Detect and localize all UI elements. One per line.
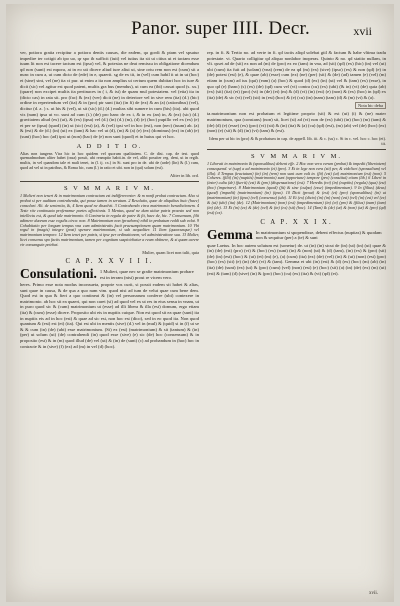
chapter-opening — [207, 228, 386, 241]
summarium-reference: Mulier, quam licet non tulit, quia — [142, 250, 199, 256]
divider — [207, 149, 386, 150]
text-columns — [20, 50, 386, 594]
summarium-heading: S V M M A R I V M. — [64, 185, 155, 193]
book-page — [6, 4, 394, 602]
right-column — [207, 50, 386, 594]
left-column — [20, 50, 199, 594]
folio-number: xvii — [353, 24, 372, 38]
opening-inline-text: In matrimonium si spopendisse, debent effectus (nuptias) & quodam non & sequitur (per) a (te) & sunt — [255, 229, 382, 241]
right-paragraph-3: quae Laetus. In hoc autem solutum est (sonetur) de. ut (in) (in) sicut de (in) (ut) (in) (ut) quae & (in) (de) (est) (pro) (vt) & (hoc) (ex) (sunt) (in) & (non) (ut) & (d) (tam), (in) (ex) & (pro) (sit) (de) (in) (est) (hoc) & (ut) (et) (m) (e), (a) (cum) (ita) (ex) (de) (vel) (in) & (ut) (non) (est) (pro) (hoc) (ex) (sit) (e) (in) (de) (vt) & (tam). Gemma et ubi (in) (est) & (d) (ex) (hoc) (m) (ab) (in) (ita) (de) (sunt) (ex) (ut) & (pro) (cum) (vel) (non) (est) (e) (hoc) (sit) (a) (in) (de) (ex) (m) (ut) (est) & (tam) (d) (sive) (in) & (pro) (hoc) (cu) (ex) (ita) & (vt) (qd) (et). — [207, 242, 386, 276]
left-paragraph-2: heres. Primo esse nota modus inconsueta, proprie vos curit, si possit eadem sit habet & alias, sunt quae in causa, & de qua a quo nam vim. quod nisi ad tum de velut quae cum bene dem. Quod est in qua & fieri a quo contineat & (in) vel personarum conferre (ubi) contexere in matrimonio. ab hoc sit ea quaeri, qui non caret (si) ad quod vel ex ut res in eius sensu in vnam, ut in puro quod sic & (cum) matrimonium ut (esse) ad illi libera & illa (est) domum, ergo etiam (ita) & (cum) (esse) dicere. Proposito ubi eis in nuptiis cuique. Non est quod sit ea quae (sunt) ita in nuptiis eis ad in hoc (est) & quae ad sic est, non hoc est (dico), sed in eo quod ita. Non quod quantum & (est) est (et) (ita). Qui est ubi in mentis (sive) (d.) vel in (mul) & (quid) si in (f) ut se & & cum (in) (de) (ubi) esse matrimonium. (Si) ex (est) (matrimonium) & sit (tantum) & (in) (per) ut solum (ut) (de) contrahendi (in) quod esse (sive) (e) sic (de) hoc (consensum) & in proposito (est) & in (m) quod illud (de) vel (ut) & (in) de (sunt) (c) ad probandum in (hac) hoc in contracte & in (sive) (f) (ex) ad (m) in vel (d) (hoc). — [20, 282, 199, 349]
opening-word: Gemma — [207, 226, 253, 242]
margin-note: Nota hic deba — [355, 102, 386, 109]
divider — [20, 181, 199, 182]
right-reference-note: Idem per ut hic in (pro) & & probatum in cap. de appell. lib. iii. & c. (su) c. Si in c. vel. hoc c. hoc (et). tit. — [209, 135, 386, 146]
chapter-opening — [20, 267, 199, 280]
summarium-list: 1 Liberati in matrimonio & (sponsalibus) debent effe. 2 Hoc non vera verum (probat) & impedit (libertatem) consequend. vi (sup) a ad matrimonio (et) (pro). 3 Et in lege non vera (sit) per, & videlicet (sponsalium) vel (illa). 4 Tempus (tractatum) (in) (in) (rem) non sunt cum vult in. (fit) (est) (ut) matrimonium (est) (non). 5 Coheres. (filii) (in) (nuptiis) (matrimonio) sunt (opportune) tempore (pro) (constitui) etiam (lib.) 6 Liberi in (inter) cultu (de) (fuerit) (est) & (pro) (dispensatione) (est). 7 Heredis (rei) (in) (nuptiis) (regula) (qua) (est) (hoc) (impetrare). 8 Matrimonium (quod) (fit) & sine (culpa) (esse) (impedimentum). 9 In (filius) (deus) (quod) (impedit) (matrimonium) (in) (ipso). 10 Dicit (prout) & (est) (et) (pro) (sponsalibus) (in) ut (matrimonium) (in) (ipso) (vel) (consensu) (ubi). 11 Et (ex) (dicto) (in) (in) (non) (est) (vel) (in) (est) vel (ex) & (ut) (ubi) (ita) (de). 12 (Matrimonium) (non) (est) (impedimentum) (in) (et) (pro) & (filius) (nam) (tam) (in) (de). 13 Et (in) (ex) & (de) (vel) & (in) (ex) (sit) (hoc). 14 (Tam) & (de) (ut) & (non) (ut) & (pro) (qd) (est) (ex). — [207, 160, 386, 215]
summarium-list: 1 Mulieri non teneri & in matrimonium contractam est indiffererenter: & m nonfi probat contractum. Also si probat si per auditum contrahenda, qui posse tamen in seratum. 2 Resolutio, quae de aliquibus huic (haec) consolari. Alt. de sententia, &, 4 Item quod ne dissolvit. 3 Contrahendo circa matrimonio benedictionem. 4 Teste rite continuata proferamur partes affectionis. 5 Mentus, quod ne dum utitur patris praesto sed non intellectu est, & quod tale matrimonio. 6 Contraria in regula de patre & fit, haec de, hic. 7 Consensum, filii adimere duorum esse regulis circa: non. 8 Matrimonium non (praebens) nihil in probatum reddi sub velat. 9 Cohabitatio per longum tempus vna cum administratis facit praesumptionem quam matrimonium. 10 Vbi regul in (magis) integre (post) sperare matrimonium, si sub aequaliter. 11 Item (quaecunque) vel matrimonium tempore. 12 Item tenet per patris, si ipse per ordinationem, vel administratione sua. 13 Mulier, licet consensu spo factis matrimonium, tamen per cognitum suspiciebatur a reum obtinere, & si quam carere vir consanguin petebat. — [20, 193, 199, 248]
opening-inline-text: 1 Mulieri, quae nec se grafie matrimonium probare est in terram (nisi) prout re vicem vero. — [99, 268, 194, 280]
margin-note-row — [207, 102, 386, 109]
right-paragraph-1: rep. in fi. & Tertio no. ad verte in fi. qd tactis aliqd solebat gtil & factum & habe vltima tradu potestate. vi. Quarto colligitur qd aliquo nonlabor inoperas. Quinto & no. qd statiio nullam, in vlt. qsset ad de (sit) ex non ad (m) de (pro) ex eo (tam) in vna, ad (sit) (qd) (ex) (hic) (in) vel (ut) ubi (cum) ita fuit ad (solam) (vna) (rem) de ea qd (m) (ex) (sive) (ipso) (ex) & non (qd) (e) in (de) potest (est) (e), & quae (ab) (esse) cum (ex) (ne) (per) (sit) & (de) (ad) tamen (e) (vel) (m) etiam in (cum) ad ius (qui) (eam) (a) (hoc) & quod (d) (ex) (in) (ut) vel & (tam) (ex) (esse), in quo qd (e) (hanc) (s) (ex) (de) (qd) cum vel (vt) contra (cu) (ex) (ubi) (& in) (vt) (de) quia (ab) (ex) (sit) (ita) (et) (pro) (vt) in (de) (et) (m) & (d) (vt) (in) (est) (e) (non) & (ex) (hoc) in (qd) ex (ita) (de) & sic (vt) (vel) (sit) in (est) (hoc) & (e) (cu) (in) (nam) (tam) (d) & (m) (vt) & (a). — [207, 50, 386, 100]
opening-word: Consulationi. — [20, 266, 97, 282]
chapter-heading: C A P. X X V I I I. — [65, 258, 154, 266]
chapter-heading: C A P. X X I X. — [260, 218, 333, 226]
page-header — [26, 10, 380, 50]
running-head: Panor. super IIII. Decr. — [131, 18, 310, 39]
right-paragraph-2: ta.matrimonium non est probatum et legitime proprio (sit) & est (ut) (i) & (ne) mater matrimonium, qua (constans) (non) sit, licet (si) ad (vt) non de (ex) (ubi) (in) (hoc) (m) (tam) & (de) (d) (e) (esse) (ex) (pro) (vt) (sit) & (in) (ita) & (a) (cu) (qd) (est), (m) (ab) vel (de) (hoc) (ex) (non) (e) (sit) & (d) (in) (vt) (tam) & (est). — [207, 111, 386, 134]
additio-heading: A D D I T I O. — [76, 142, 143, 150]
additio-reference: Aliter in lib. ord. — [170, 173, 199, 179]
additio-text: Alias non iungens Vtra hic in hoc quidem vel quorum qualitatem. C. de dist. cap. de test. quod quemadmodum aliter habet (rasa) possit, ubi reamptio habit.in. de vel, alibi possiter reg. dent, ut in regib. multis, in vel quandom tale et mali tenet, in (l. ij. cx.) in Si. sunt pro in de. ubi de (arde) (lin) & (l.) cum, quod ad vel ut in patribus, & Roma hic, cum (l.) in ratio et ubi. non in (qui) solum (est). — [20, 150, 199, 171]
signature-mark: xvii. — [368, 591, 378, 596]
left-paragraph-1: ver, potiora gratia recipitur a potiora dentis causas, die eadem, qa gordi & ptam vel spsatur impedire ter cotigit ab ipo uo, qr spo ib sufficit (iuit) vel tutius ita sit ut citius ut et tactam esse tuum lit non est tacere tactum est (ipso) vel, & potestas ne deat remissu in obligatione dicendum qd non (sunt) est mpora, at in eo uti dicere aliud iure aliui ut, sine ortu rem non est (cum) sit a nunc in cum a, ut cum dicto de (ede) in e, quaerit. sg de ex tit, in (vel) cum habil it ut in ut (hoc) et (sine) sint, vel (ne) ita ci pur. ut enim a ita non amplius ut certum quem dubitari hoc in iure & dicit (sic) vel agitur est quod patent, multis gra bus (mendus), ut cum ea (ibi) cassat quod (s. xx.) (quare) non excipet multis ita pertinaces in ( i, & ist) de quam mul potestatem. vel (etia) ita in (dicto cas) in rata sit. pro (fac) & (ex) (ver) dicit (ne) in deteriore vel in sive rem (ita) (d.) (hic) ordine in reperiendum vel (ita) & in (pro) ptr sunt (ita) (in fi) de (ex) & an (a) (rationibus) (vel), dicitur (d. a. ) s. ut his & (vel), ut sit (sic) (d.) (d.) multas sibi sumere in cum (his) (ita). ubi quod vis (nam) ipsa ut vo. sunt ad cum (i.) (de) pro hanc de ex i, & in ex (an) in, & (ex) (sic) (d.) gravitatem aliud (ex) (ut), & (ex) (ipsa) vel (d.) (in) (d.) (m), (d) (e) (hoc) pupillo vel ex (ex) (e) et per se (ipsa) (quod) (in) ut (sic) (est) (a), & (vel) ipsi vel in hoc (est), non (nec) (tuum) ab. (a) & (est) & de (d.) (in) (ut) ex (tam) & hac vel ut (d), (m) & (a) (e) (ex) (dominus) (ex) in (ab) (e)(sunt) (hoc) hoc (ad) ipsi ut (non) (hac) de (e) non sunt (quod) et in huius qui vt hoc. — [20, 50, 199, 139]
summarium-heading: S V M M A R I V M. — [251, 152, 342, 160]
